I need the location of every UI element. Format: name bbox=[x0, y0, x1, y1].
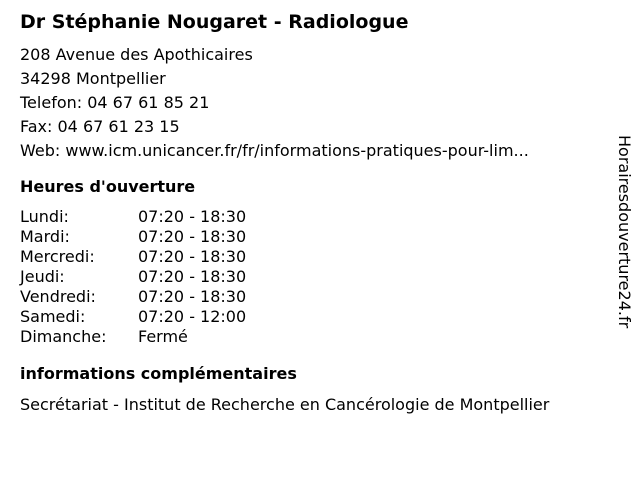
hours-row bbox=[20, 207, 246, 227]
site-brand-vertical[interactable]: Horairesdouverture24.fr bbox=[615, 135, 634, 329]
hours-row bbox=[20, 327, 246, 347]
hours-day: Lundi: bbox=[20, 207, 69, 226]
hours-time: 07:20 - 18:30 bbox=[138, 287, 247, 306]
hours-time: Fermé bbox=[138, 327, 188, 346]
hours-time: 07:20 - 18:30 bbox=[138, 227, 247, 246]
hours-row bbox=[20, 307, 246, 327]
address-street: 208 Avenue des Apothicaires bbox=[20, 45, 253, 64]
hours-row bbox=[20, 267, 246, 287]
fax-line bbox=[20, 115, 600, 139]
web-label: Web: bbox=[20, 141, 61, 160]
hours-day: Dimanche: bbox=[20, 327, 107, 346]
hours-row bbox=[20, 227, 246, 247]
phone-label: Telefon: bbox=[20, 93, 83, 112]
listing-card bbox=[20, 8, 600, 416]
hours-day: Samedi: bbox=[20, 307, 86, 326]
web-line bbox=[20, 139, 600, 163]
hours-row bbox=[20, 287, 246, 307]
hours-day: Vendredi: bbox=[20, 287, 96, 306]
hours-row bbox=[20, 247, 246, 267]
hours-table bbox=[20, 207, 246, 347]
hours-time: 07:20 - 18:30 bbox=[138, 267, 247, 286]
fax-number: 04 67 61 23 15 bbox=[57, 117, 180, 136]
page-title: Dr Stéphanie Nougaret - Radiologue bbox=[20, 11, 409, 33]
web-link[interactable]: www.icm.unicancer.fr/fr/informations-pratiques-pour-lim... bbox=[65, 141, 529, 160]
hours-time: 07:20 - 18:30 bbox=[138, 247, 247, 266]
fax-label: Fax: bbox=[20, 117, 53, 136]
address-city: 34298 Montpellier bbox=[20, 69, 166, 88]
hours-time: 07:20 - 12:00 bbox=[138, 307, 247, 326]
info-text: Secrétariat - Institut de Recherche en Cancérologie de Montpellier bbox=[20, 395, 550, 414]
hours-day: Jeudi: bbox=[20, 267, 65, 286]
hours-time: 07:20 - 18:30 bbox=[138, 207, 247, 226]
hours-heading: Heures d'ouverture bbox=[20, 177, 196, 196]
phone-line bbox=[20, 91, 600, 115]
hours-day: Mardi: bbox=[20, 227, 70, 246]
phone-number[interactable]: 04 67 61 85 21 bbox=[87, 93, 210, 112]
hours-day: Mercredi: bbox=[20, 247, 95, 266]
info-heading: informations complémentaires bbox=[20, 364, 297, 383]
